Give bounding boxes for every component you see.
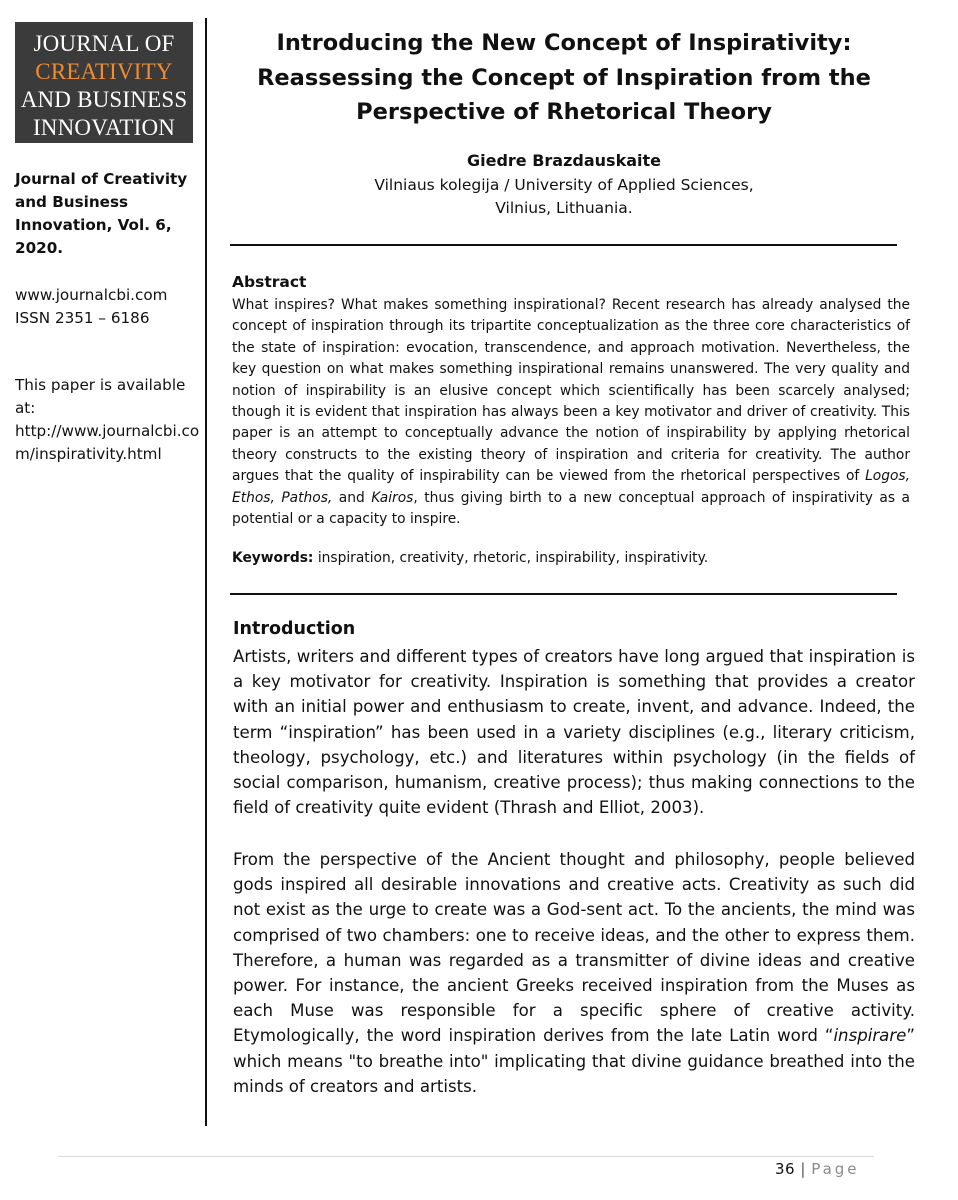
affiliation-line: Vilnius, Lithuania. <box>495 199 633 217</box>
abstract-italic-terms: Logos, Ethos, Pathos, <box>232 468 910 506</box>
availability-note <box>15 374 200 466</box>
introduction-paragraph-2 <box>233 847 915 1099</box>
abstract-italic-kairos: Kairos <box>371 489 414 506</box>
logo-line-journal-of: JOURNAL OF <box>33 31 175 56</box>
citation-line: and Business <box>15 193 129 211</box>
sidebar-divider <box>205 18 207 1126</box>
paper-url-link[interactable]: m/inspirativity.html <box>15 445 162 463</box>
abstract-text-end: , thus giving birth to a new conceptual approach of inspirativity as a potential or a capacity to inspire. <box>232 489 910 528</box>
paragraph-text-end: ” which means "to breathe into" implicating that divine guidance breathed into the minds of creators and artists. <box>233 1026 915 1096</box>
logo-line-innovation: INNOVATION <box>32 115 176 140</box>
author-name: Giedre Brazdauskaite <box>466 151 661 170</box>
footer-divider <box>58 1156 874 1157</box>
abstract-heading: Abstract <box>232 273 307 291</box>
abstract-connector: and <box>332 489 372 506</box>
header-divider <box>230 244 897 246</box>
abstract-text: What inspires? What makes something inspirational? Recent research has already analysed the concept of inspiration through its tripartite conceptualization as the three core characteristics of the state of inspiration: evocation, transcendence, and approach motivation. Nevertheless, the key question on what makes something inspirational remains unanswered. The very quality and notion of inspirability is an elusive concept which scientifically has been scarcely analysed; though it is evident that inspiration has always been a key motivator and driver of creativity. This paper is an attempt to conceptually advance the notion of inspirability by applying rhetorical theory constructs to the existing theory of inspiration and criteria for creativity. The author argues that the quality of inspirability can be viewed from the rhetorical perspectives of <box>232 297 910 485</box>
citation-line: Journal of Creativity <box>15 170 188 188</box>
affiliation-line: Vilniaus kolegija / University of Applied Sciences, <box>374 176 754 194</box>
keywords-label: Keywords: <box>232 550 314 566</box>
journal-logo <box>15 22 193 143</box>
keywords-text: inspiration, creativity, rhetoric, inspirability, inspirativity. <box>313 550 709 566</box>
latin-term: inspirare <box>833 1026 907 1046</box>
page-word: Page <box>811 1160 860 1178</box>
footer-separator: | <box>800 1160 806 1178</box>
author-affiliation <box>220 174 908 220</box>
introduction-heading: Introduction <box>233 619 356 639</box>
abstract-body <box>232 295 910 530</box>
paragraph-text: From the perspective of the Ancient thought and philosophy, people believed gods inspired all desirable innovations and creative acts. Creativity as such did not exist as the urge to create was a God-sent act. To the ancients, the mind was comprised of two chambers: one to receive ideas, and the other to express them. Therefore, a human was regarded as a transmitter of divine ideas and creative power. For instance, the ancient Greeks received inspiration from the Muses as each Muse was responsible for a specific sphere of creative activity. Etymologically, the word inspiration derives from the late Latin word “ <box>233 850 915 1046</box>
abstract-divider <box>230 593 897 595</box>
journal-issn: ISSN 2351 – 6186 <box>15 309 150 327</box>
page-number: 36 <box>775 1160 796 1178</box>
journal-contact <box>15 284 200 330</box>
page-footer <box>775 1160 860 1178</box>
paper-url-link[interactable]: http://www.journalcbi.co <box>15 422 200 440</box>
availability-label: This paper is available at: <box>15 376 186 417</box>
article-title: Introducing the New Concept of Inspirativity: Reassessing the Concept of Inspiration from the Perspective of Rhetorical Theory <box>257 30 871 125</box>
citation-line: 2020. <box>15 239 64 257</box>
logo-line-creativity: CREATIVITY <box>35 59 173 84</box>
keywords <box>232 548 910 569</box>
citation-line: Innovation, Vol. 6, <box>15 216 172 234</box>
journal-citation <box>15 168 200 260</box>
journal-website-link[interactable]: www.journalcbi.com <box>15 286 168 304</box>
introduction-paragraph-1: Artists, writers and different types of creators have long argued that inspiration is a key motivator for creativity. Inspiration is something that provides a creator with an initial power and enthusiasm to create, invent, and advance. Indeed, the term “inspiration” has been used in a variety disciplines (e.g., literary criticism, theology, psychology, etc.) and literatures within psychology (in the fields of social comparison, humanism, creative process); thus making connections to the field of creativity quite evident (Thrash and Elliot, 2003). <box>233 647 915 818</box>
logo-line-and-business: AND BUSINESS <box>20 87 188 112</box>
